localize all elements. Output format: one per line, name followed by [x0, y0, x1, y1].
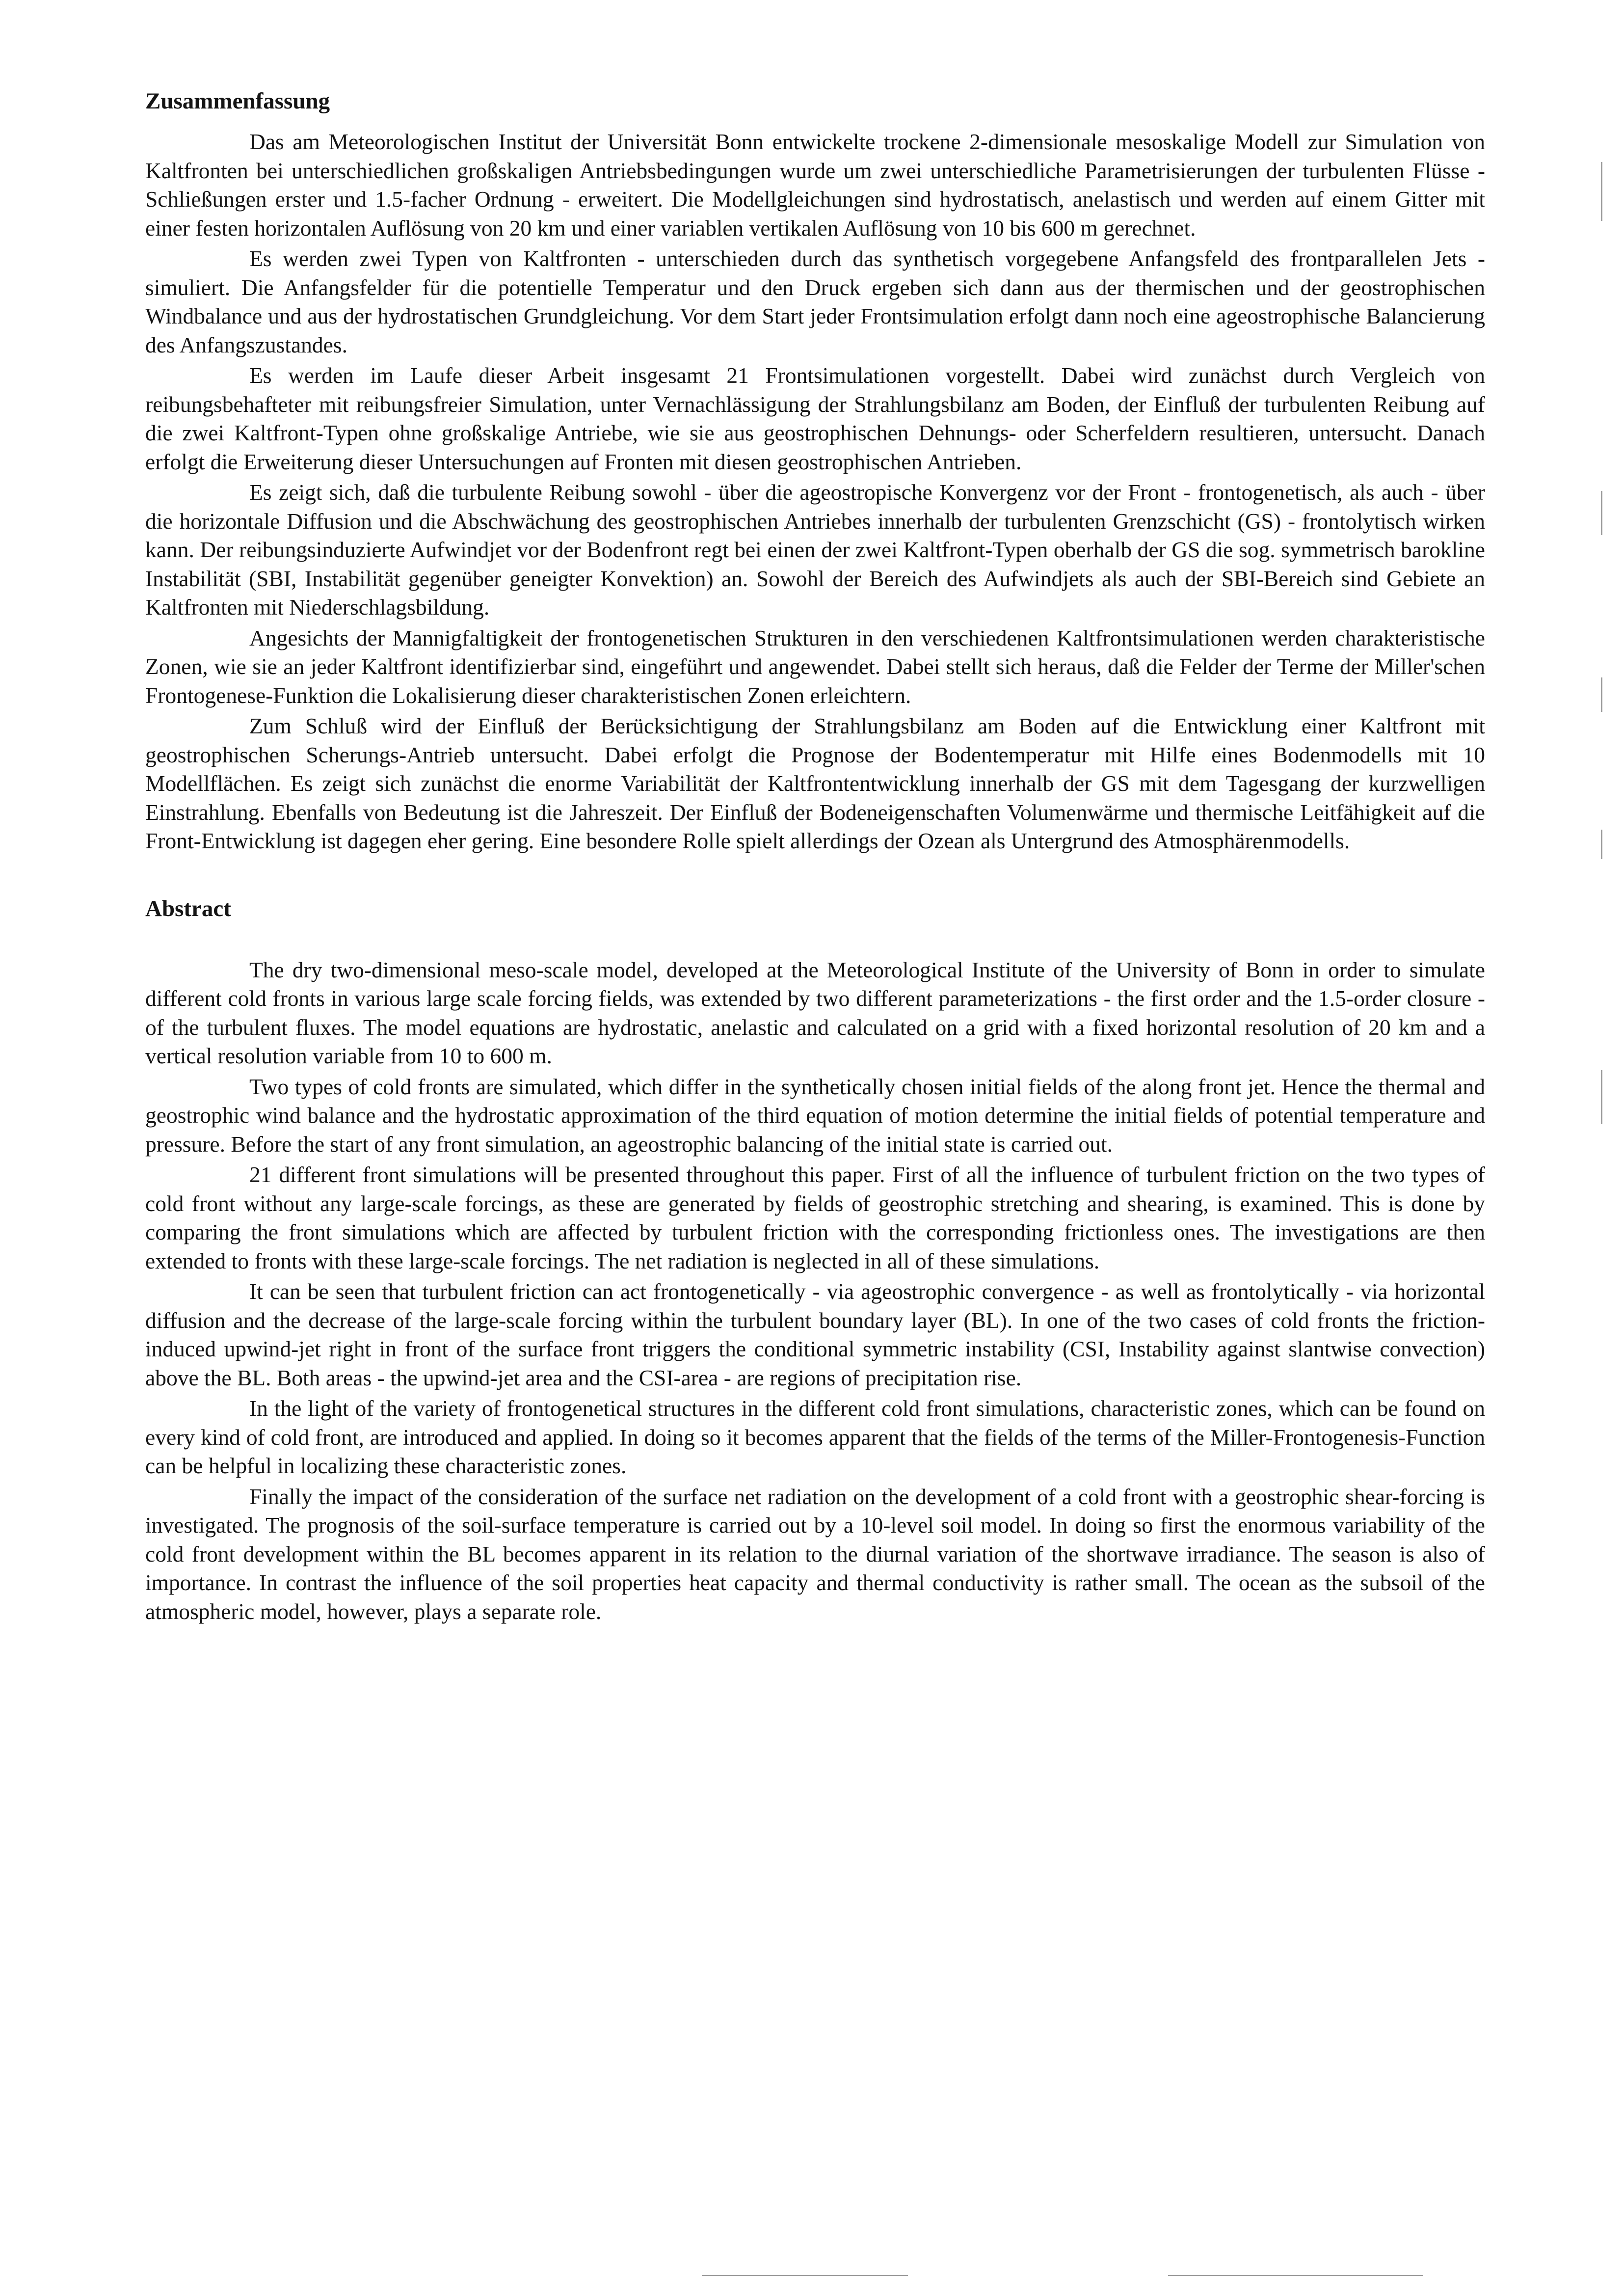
zusammenfassung-paragraph-2: Es werden zwei Typen von Kaltfronten - unterschieden durch das synthetisch vorgegebene Anfangsfeld des frontparallelen Jets - simuliert. Die Anfangsfelder für die potentielle Temperatur und den Druck ergeben sich dann aus der thermischen und der geostrophischen Windbalance und aus der hydrostatischen Grundgleichung. Vor dem Start jeder Frontsimulation erfolgt dann noch eine ageostrophische Balancierung des Anfangszustandes. [145, 246, 1485, 357]
scan-mark-right-2 [1601, 491, 1602, 535]
zusammenfassung-heading: Zusammenfassung [145, 88, 330, 114]
abstract-paragraph-5: In the light of the variety of frontogenetical structures in the different cold front simulations, characteristic zones, which can be found on every kind of cold front, are introduced and applied. In doing so it becomes apparent that the fields of the terms of the Miller-Frontogenesis-Function can be helpful in localizing these characteristic zones. [145, 1396, 1485, 1478]
abstract-paragraph-2: Two types of cold fronts are simulated, which differ in the synthetically chosen initial fields of the along front jet. Hence the thermal and geostrophic wind balance and the hydrostatic approximation of the third equation of motion determine the initial fields of potential temperature and pressure. Before the start of any front simulation, an ageostrophic balancing of the initial state is carried out. [145, 1074, 1485, 1157]
abstract-paragraph-3: 21 different front simulations will be presented throughout this paper. First of all the influence of turbulent friction on the two types of cold front without any large-scale forcings, as these are generated by fields of geostrophic stretching and shearing, is examined. This is done by comparing the front simulations which are affected by turbulent friction with the corresponding frictionless ones. The investigations are then extended to fronts with these large-scale forcings. The net radiation is neglected in all of these simulations. [145, 1162, 1485, 1273]
zusammenfassung-paragraph-3: Es werden im Laufe dieser Arbeit insgesamt 21 Frontsimulationen vorgestellt. Dabei wird zunächst durch Vergleich von reibungsbehafteter mit reibungsfreier Simulation, unter Vernachlässigung der Strahlungsbilanz am Boden, der Einfluß der turbulenten Reibung auf die zwei Kaltfront-Typen ohne großskalige Antriebe, wie sie aus geostrophischen Dehnungs- oder Scherfeldern resultieren, untersucht. Danach erfolgt die Erweiterung dieser Untersuchungen auf Fronten mit diesen geostrophischen Antrieben. [145, 363, 1485, 474]
abstract-paragraph-6: Finally the impact of the consideration of the surface net radiation on the development of a cold front with a geostrophic shear-forcing is investigated. The prognosis of the soil-surface temperature is carried out by a 10-level soil model. In doing so first the enormous variability of the cold front development within the BL becomes apparent in its relation to the diurnal variation of the shortwave irradiance. The season is also of importance. In contrast the influence of the soil properties heat capacity and thermal conductivity is rather small. The ocean as the subsoil of the atmospheric model, however, plays a separate role. [145, 1484, 1485, 1624]
abstract-paragraph-1: The dry two-dimensional meso-scale model, developed at the Meteorological Institute of the University of Bonn in order to simulate different cold fronts in various large scale forcing fields, was extended by two different parameterizations - the first order and the 1.5-order closure - of the turbulent fluxes. The model equations are hydrostatic, anelastic and calculated on a grid with a fixed horizontal resolution of 20 km and a vertical resolution variable from 10 to 600 m. [145, 957, 1485, 1068]
scan-mark-right-4 [1601, 830, 1602, 859]
abstract-heading: Abstract [145, 895, 231, 921]
zusammenfassung-paragraph-1: Das am Meteorologischen Institut der Universität Bonn entwickelte trockene 2-dimensionale mesoskalige Modell zur Simulation von Kaltfronten bei unterschiedlichen großskaligen Antriebsbedingungen wurde um zwei unterschiedliche Parametrisierungen der turbulenten Flüsse - Schließungen erster und 1.5-facher Ordnung - erweitert. Die Modellgleichungen sind hydrostatisch, anelastisch und werden auf einem Gitter mit einer festen horizontalen Auflösung von 20 km und einer variablen vertikalen Auflösung von 10 bis 600 m gerechnet. [145, 129, 1485, 241]
abstract-paragraph-4: It can be seen that turbulent friction can act frontogenetically - via ageostrophic convergence - as well as frontolytically - via horizontal diffusion and the decrease of the large-scale forcing within the turbulent boundary layer (BL). In one of the two cases of cold fronts the friction-induced upwind-jet right in front of the surface front triggers the conditional symmetric instability (CSI, Instability against slantwise convection) above the BL. Both areas - the upwind-jet area and the CSI-area - are regions of precipitation rise. [145, 1279, 1485, 1390]
scan-mark-right-3 [1601, 677, 1602, 712]
zusammenfassung-body [145, 128, 1485, 856]
document-page [145, 86, 1485, 1628]
abstract-body [145, 956, 1485, 1626]
zusammenfassung-paragraph-5: Angesichts der Mannigfaltigkeit der frontogenetischen Strukturen in den verschiedenen Kaltfrontsimulationen werden charakteristische Zonen, wie sie an jeder Kaltfront identifizierbar sind, eingeführt und angewendet. Dabei stellt sich heraus, daß die Felder der Terme der Miller'schen Frontogenese-Funktion die Lokalisierung dieser charakteristischen Zonen erleichtern. [145, 625, 1485, 708]
scan-mark-right-1 [1601, 162, 1602, 221]
zusammenfassung-paragraph-6: Zum Schluß wird der Einfluß der Berücksichtigung der Strahlungsbilanz am Boden auf die Entwicklung einer Kaltfront mit geostrophischen Scherungs-Antrieb untersucht. Dabei erfolgt die Prognose der Bodentemperatur mit Hilfe eines Bodenmodells mit 10 Modellflächen. Es zeigt sich zunächst die enorme Variabilität der Kaltfrontentwicklung innerhalb der GS mit dem Tagesgang der kurzwelligen Einstrahlung. Ebenfalls von Bedeutung ist die Jahreszeit. Der Einfluß der Bodeneigenschaften Volumenwärme und thermische Leitfähigkeit auf die Front-Entwicklung ist dagegen eher gering. Eine besondere Rolle spielt allerdings der Ozean als Untergrund des Atmosphärenmodells. [145, 713, 1485, 853]
scan-mark-bottom-1 [702, 2275, 908, 2276]
zusammenfassung-paragraph-4: Es zeigt sich, daß die turbulente Reibung sowohl - über die ageostropische Konvergenz vor der Front - frontogenetisch, als auch - über die horizontale Diffusion und die Abschwächung des geostrophischen Antriebes innerhalb der turbulenten Grenzschicht (GS) - frontolytisch wirken kann. Der reibungsinduzierte Aufwindjet vor der Bodenfront regt bei einen der zwei Kaltfront-Typen oberhalb der GS die sog. symmetrisch barokline Instabilität (SBI, Instabilität gegenüber geneigter Konvektion) an. Sowohl der Bereich des Aufwindjets als auch der SBI-Bereich sind Gebiete an Kaltfronten mit Niederschlagsbildung. [145, 480, 1485, 620]
scan-mark-bottom-2 [1168, 2275, 1423, 2276]
scan-mark-right-5 [1601, 1070, 1602, 1124]
